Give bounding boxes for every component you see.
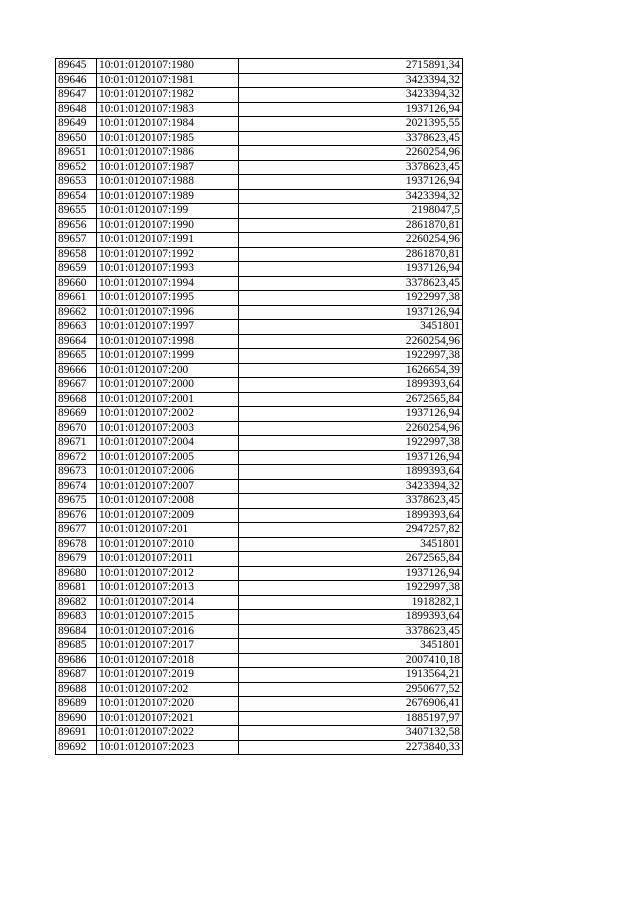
table-row bbox=[56, 465, 463, 480]
value-cell: 3378623,45 bbox=[239, 494, 463, 509]
value-cell: 2950677,52 bbox=[239, 682, 463, 697]
row-number-cell: 89657 bbox=[56, 233, 97, 248]
cadastral-number-cell: 10:01:0120107:1983 bbox=[97, 102, 239, 117]
table-row bbox=[56, 639, 463, 654]
cadastral-number-cell: 10:01:0120107:1989 bbox=[97, 189, 239, 204]
table-row bbox=[56, 378, 463, 393]
table-row bbox=[56, 146, 463, 161]
row-number-cell: 89653 bbox=[56, 175, 97, 190]
cadastral-number-cell: 10:01:0120107:1996 bbox=[97, 305, 239, 320]
value-cell: 1899393,64 bbox=[239, 610, 463, 625]
row-number-cell: 89652 bbox=[56, 160, 97, 175]
cadastral-number-cell: 10:01:0120107:199 bbox=[97, 204, 239, 219]
value-cell: 3378623,45 bbox=[239, 160, 463, 175]
value-cell: 2715891,34 bbox=[239, 59, 463, 74]
row-number-cell: 89690 bbox=[56, 711, 97, 726]
table-row bbox=[56, 88, 463, 103]
value-cell: 2861870,81 bbox=[239, 218, 463, 233]
table-row bbox=[56, 262, 463, 277]
cadastral-number-cell: 10:01:0120107:2015 bbox=[97, 610, 239, 625]
cadastral-number-cell: 10:01:0120107:2019 bbox=[97, 668, 239, 683]
cadastral-number-cell: 10:01:0120107:1981 bbox=[97, 73, 239, 88]
value-cell: 1922997,38 bbox=[239, 291, 463, 306]
row-number-cell: 89667 bbox=[56, 378, 97, 393]
row-number-cell: 89674 bbox=[56, 479, 97, 494]
table-row bbox=[56, 320, 463, 335]
value-cell: 2260254,96 bbox=[239, 146, 463, 161]
table-row bbox=[56, 711, 463, 726]
cadastral-number-cell: 10:01:0120107:2018 bbox=[97, 653, 239, 668]
cadastral-number-cell: 10:01:0120107:2021 bbox=[97, 711, 239, 726]
value-cell: 2260254,96 bbox=[239, 421, 463, 436]
value-cell: 1899393,64 bbox=[239, 465, 463, 480]
value-cell: 3378623,45 bbox=[239, 276, 463, 291]
table-row bbox=[56, 392, 463, 407]
table-row bbox=[56, 479, 463, 494]
table-row bbox=[56, 523, 463, 538]
value-cell: 1913564,21 bbox=[239, 668, 463, 683]
table-row bbox=[56, 682, 463, 697]
row-number-cell: 89687 bbox=[56, 668, 97, 683]
table-row bbox=[56, 726, 463, 741]
cadastral-number-cell: 10:01:0120107:2002 bbox=[97, 407, 239, 422]
cadastral-number-cell: 10:01:0120107:2013 bbox=[97, 581, 239, 596]
value-cell: 1937126,94 bbox=[239, 305, 463, 320]
value-cell: 1937126,94 bbox=[239, 450, 463, 465]
cadastral-number-cell: 10:01:0120107:2014 bbox=[97, 595, 239, 610]
row-number-cell: 89675 bbox=[56, 494, 97, 509]
table-row bbox=[56, 407, 463, 422]
table-body bbox=[56, 59, 463, 755]
row-number-cell: 89656 bbox=[56, 218, 97, 233]
row-number-cell: 89673 bbox=[56, 465, 97, 480]
row-number-cell: 89677 bbox=[56, 523, 97, 538]
cadastral-number-cell: 10:01:0120107:2022 bbox=[97, 726, 239, 741]
cadastral-number-cell: 10:01:0120107:2012 bbox=[97, 566, 239, 581]
table-row bbox=[56, 291, 463, 306]
table-row bbox=[56, 117, 463, 132]
cadastral-number-cell: 10:01:0120107:1988 bbox=[97, 175, 239, 190]
row-number-cell: 89646 bbox=[56, 73, 97, 88]
row-number-cell: 89691 bbox=[56, 726, 97, 741]
row-number-cell: 89663 bbox=[56, 320, 97, 335]
row-number-cell: 89688 bbox=[56, 682, 97, 697]
cadastral-number-cell: 10:01:0120107:1997 bbox=[97, 320, 239, 335]
value-cell: 1937126,94 bbox=[239, 175, 463, 190]
row-number-cell: 89651 bbox=[56, 146, 97, 161]
cadastral-value-table bbox=[55, 58, 463, 755]
table-row bbox=[56, 218, 463, 233]
table-row bbox=[56, 175, 463, 190]
document-table-container bbox=[55, 58, 462, 755]
value-cell: 1885197,97 bbox=[239, 711, 463, 726]
table-row bbox=[56, 102, 463, 117]
table-row bbox=[56, 73, 463, 88]
value-cell: 3423394,32 bbox=[239, 73, 463, 88]
value-cell: 1937126,94 bbox=[239, 262, 463, 277]
cadastral-number-cell: 10:01:0120107:2005 bbox=[97, 450, 239, 465]
table-row bbox=[56, 276, 463, 291]
value-cell: 1899393,64 bbox=[239, 508, 463, 523]
cadastral-number-cell: 10:01:0120107:1986 bbox=[97, 146, 239, 161]
table-row bbox=[56, 624, 463, 639]
table-row bbox=[56, 668, 463, 683]
table-row bbox=[56, 305, 463, 320]
value-cell: 1922997,38 bbox=[239, 436, 463, 451]
value-cell: 3378623,45 bbox=[239, 131, 463, 146]
cadastral-number-cell: 10:01:0120107:1991 bbox=[97, 233, 239, 248]
cadastral-number-cell: 10:01:0120107:2001 bbox=[97, 392, 239, 407]
cadastral-number-cell: 10:01:0120107:200 bbox=[97, 363, 239, 378]
table-row bbox=[56, 610, 463, 625]
row-number-cell: 89658 bbox=[56, 247, 97, 262]
row-number-cell: 89683 bbox=[56, 610, 97, 625]
cadastral-number-cell: 10:01:0120107:202 bbox=[97, 682, 239, 697]
row-number-cell: 89654 bbox=[56, 189, 97, 204]
row-number-cell: 89686 bbox=[56, 653, 97, 668]
cadastral-number-cell: 10:01:0120107:1998 bbox=[97, 334, 239, 349]
cadastral-number-cell: 10:01:0120107:2003 bbox=[97, 421, 239, 436]
value-cell: 1922997,38 bbox=[239, 581, 463, 596]
value-cell: 2672565,84 bbox=[239, 392, 463, 407]
cadastral-number-cell: 10:01:0120107:1990 bbox=[97, 218, 239, 233]
row-number-cell: 89664 bbox=[56, 334, 97, 349]
table-row bbox=[56, 653, 463, 668]
table-row bbox=[56, 436, 463, 451]
cadastral-number-cell: 10:01:0120107:2016 bbox=[97, 624, 239, 639]
value-cell: 1922997,38 bbox=[239, 349, 463, 364]
cadastral-number-cell: 10:01:0120107:201 bbox=[97, 523, 239, 538]
cadastral-number-cell: 10:01:0120107:2004 bbox=[97, 436, 239, 451]
row-number-cell: 89672 bbox=[56, 450, 97, 465]
row-number-cell: 89676 bbox=[56, 508, 97, 523]
cadastral-number-cell: 10:01:0120107:2007 bbox=[97, 479, 239, 494]
cadastral-number-cell: 10:01:0120107:1980 bbox=[97, 59, 239, 74]
table-row bbox=[56, 189, 463, 204]
row-number-cell: 89649 bbox=[56, 117, 97, 132]
row-number-cell: 89671 bbox=[56, 436, 97, 451]
row-number-cell: 89660 bbox=[56, 276, 97, 291]
row-number-cell: 89679 bbox=[56, 552, 97, 567]
row-number-cell: 89680 bbox=[56, 566, 97, 581]
value-cell: 2947257,82 bbox=[239, 523, 463, 538]
row-number-cell: 89662 bbox=[56, 305, 97, 320]
value-cell: 2021395,55 bbox=[239, 117, 463, 132]
value-cell: 3423394,32 bbox=[239, 479, 463, 494]
table-row bbox=[56, 204, 463, 219]
row-number-cell: 89659 bbox=[56, 262, 97, 277]
row-number-cell: 89682 bbox=[56, 595, 97, 610]
cadastral-number-cell: 10:01:0120107:1984 bbox=[97, 117, 239, 132]
row-number-cell: 89650 bbox=[56, 131, 97, 146]
table-row bbox=[56, 450, 463, 465]
value-cell: 3423394,32 bbox=[239, 88, 463, 103]
value-cell: 2861870,81 bbox=[239, 247, 463, 262]
row-number-cell: 89666 bbox=[56, 363, 97, 378]
table-row bbox=[56, 363, 463, 378]
value-cell: 2676906,41 bbox=[239, 697, 463, 712]
table-row bbox=[56, 421, 463, 436]
row-number-cell: 89692 bbox=[56, 740, 97, 755]
value-cell: 3378623,45 bbox=[239, 624, 463, 639]
cadastral-number-cell: 10:01:0120107:1993 bbox=[97, 262, 239, 277]
value-cell: 3451801 bbox=[239, 537, 463, 552]
value-cell: 2260254,96 bbox=[239, 334, 463, 349]
row-number-cell: 89678 bbox=[56, 537, 97, 552]
table-row bbox=[56, 566, 463, 581]
row-number-cell: 89669 bbox=[56, 407, 97, 422]
cadastral-number-cell: 10:01:0120107:1999 bbox=[97, 349, 239, 364]
table-row bbox=[56, 494, 463, 509]
cadastral-number-cell: 10:01:0120107:1994 bbox=[97, 276, 239, 291]
row-number-cell: 89665 bbox=[56, 349, 97, 364]
table-row bbox=[56, 697, 463, 712]
cadastral-number-cell: 10:01:0120107:2017 bbox=[97, 639, 239, 654]
cadastral-number-cell: 10:01:0120107:2008 bbox=[97, 494, 239, 509]
cadastral-number-cell: 10:01:0120107:2010 bbox=[97, 537, 239, 552]
cadastral-number-cell: 10:01:0120107:1995 bbox=[97, 291, 239, 306]
value-cell: 3451801 bbox=[239, 320, 463, 335]
table-row bbox=[56, 160, 463, 175]
row-number-cell: 89670 bbox=[56, 421, 97, 436]
cadastral-number-cell: 10:01:0120107:2009 bbox=[97, 508, 239, 523]
row-number-cell: 89661 bbox=[56, 291, 97, 306]
row-number-cell: 89684 bbox=[56, 624, 97, 639]
table-row bbox=[56, 131, 463, 146]
table-row bbox=[56, 508, 463, 523]
table-row bbox=[56, 334, 463, 349]
table-row bbox=[56, 537, 463, 552]
table-row bbox=[56, 581, 463, 596]
value-cell: 1918282,1 bbox=[239, 595, 463, 610]
table-row bbox=[56, 595, 463, 610]
cadastral-number-cell: 10:01:0120107:1992 bbox=[97, 247, 239, 262]
value-cell: 3407132,58 bbox=[239, 726, 463, 741]
value-cell: 2672565,84 bbox=[239, 552, 463, 567]
cadastral-number-cell: 10:01:0120107:1985 bbox=[97, 131, 239, 146]
table-row bbox=[56, 740, 463, 755]
cadastral-number-cell: 10:01:0120107:2011 bbox=[97, 552, 239, 567]
cadastral-number-cell: 10:01:0120107:2000 bbox=[97, 378, 239, 393]
value-cell: 1899393,64 bbox=[239, 378, 463, 393]
table-row bbox=[56, 233, 463, 248]
cadastral-number-cell: 10:01:0120107:2023 bbox=[97, 740, 239, 755]
value-cell: 2198047,5 bbox=[239, 204, 463, 219]
cadastral-number-cell: 10:01:0120107:1982 bbox=[97, 88, 239, 103]
cadastral-number-cell: 10:01:0120107:2020 bbox=[97, 697, 239, 712]
value-cell: 2007410,18 bbox=[239, 653, 463, 668]
table-row bbox=[56, 552, 463, 567]
row-number-cell: 89655 bbox=[56, 204, 97, 219]
value-cell: 1937126,94 bbox=[239, 102, 463, 117]
table-row bbox=[56, 59, 463, 74]
row-number-cell: 89647 bbox=[56, 88, 97, 103]
row-number-cell: 89645 bbox=[56, 59, 97, 74]
row-number-cell: 89685 bbox=[56, 639, 97, 654]
cadastral-number-cell: 10:01:0120107:1987 bbox=[97, 160, 239, 175]
row-number-cell: 89681 bbox=[56, 581, 97, 596]
value-cell: 3451801 bbox=[239, 639, 463, 654]
row-number-cell: 89668 bbox=[56, 392, 97, 407]
cadastral-number-cell: 10:01:0120107:2006 bbox=[97, 465, 239, 480]
value-cell: 1937126,94 bbox=[239, 566, 463, 581]
value-cell: 1626654,39 bbox=[239, 363, 463, 378]
value-cell: 3423394,32 bbox=[239, 189, 463, 204]
table-row bbox=[56, 247, 463, 262]
row-number-cell: 89689 bbox=[56, 697, 97, 712]
value-cell: 2273840,33 bbox=[239, 740, 463, 755]
table-row bbox=[56, 349, 463, 364]
row-number-cell: 89648 bbox=[56, 102, 97, 117]
value-cell: 2260254,96 bbox=[239, 233, 463, 248]
value-cell: 1937126,94 bbox=[239, 407, 463, 422]
